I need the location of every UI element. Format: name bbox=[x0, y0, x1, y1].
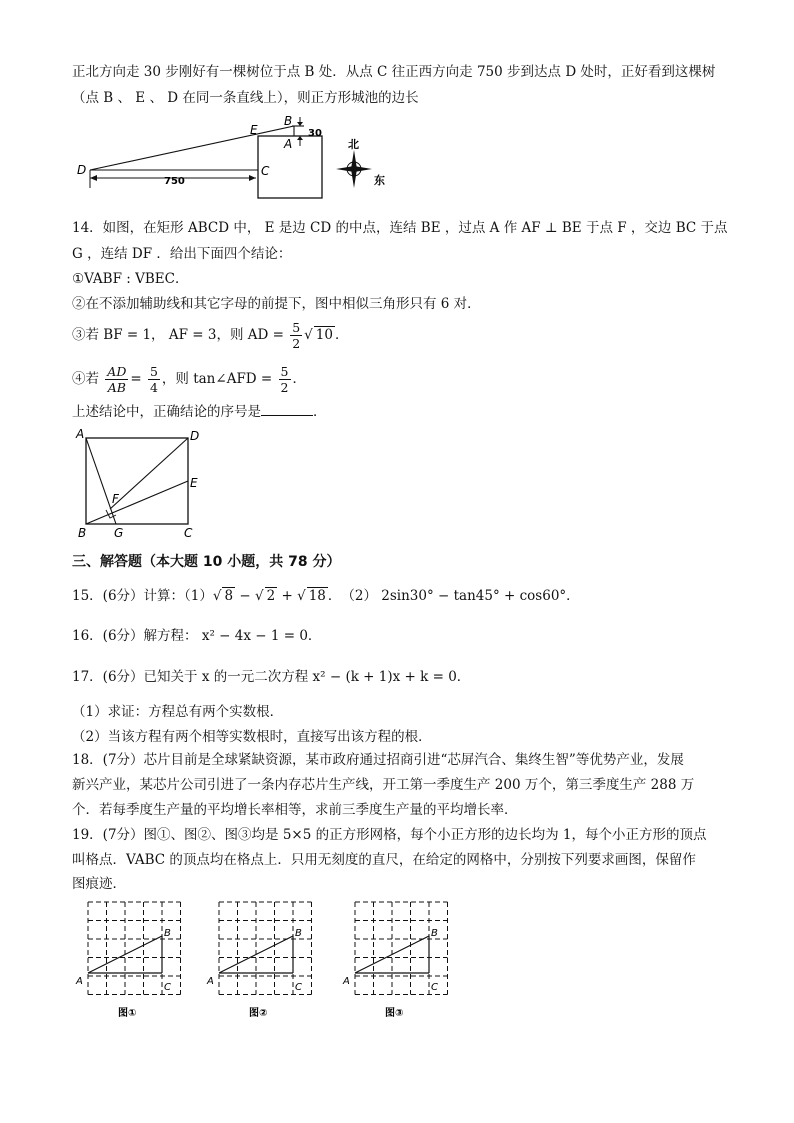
segment-AG bbox=[86, 438, 116, 524]
label-E: E bbox=[190, 476, 198, 490]
p13-line2: （点 B 、 E 、 D 在同一条直线上），则正方形城池的边长 bbox=[72, 90, 419, 106]
p14-question: 上述结论中，正确结论的序号是 ． bbox=[72, 401, 327, 422]
p14-conclusion-4: ④若 $\frac{AD}{AB}$ = $\frac{5}{4}$ ，则 tan∠AFD = $\frac{5}{2}$ ． bbox=[72, 364, 306, 395]
p18-line3: 个．若每季度生产量的平均增长率相等，求前三季度生产量的平均增长率． bbox=[72, 802, 518, 818]
label-north: 北 bbox=[348, 138, 359, 151]
p13-figure bbox=[70, 112, 430, 208]
p18-line1: 18．(7分）芯片目前是全球紧缺资源，某市政府通过招商引进“芯屏汽合、集终生智”等优势产业，发展 bbox=[72, 752, 684, 768]
c4-fraction-5-4: $\frac{5}{4}$ bbox=[149, 364, 158, 395]
caption: 图① bbox=[118, 1008, 137, 1019]
label-C: C bbox=[261, 164, 270, 178]
grid-figure-2 bbox=[207, 900, 317, 1024]
grid-lines bbox=[355, 902, 448, 995]
label-D: D bbox=[190, 429, 200, 443]
p14-figure bbox=[74, 426, 214, 542]
label-G: G bbox=[114, 526, 124, 540]
label-A: A bbox=[343, 976, 350, 987]
p19-line3: 图痕迹． bbox=[72, 876, 126, 892]
label-A: A bbox=[207, 976, 214, 987]
grid-figure-3 bbox=[343, 900, 453, 1024]
p18-line2: 新兴产业，某芯片公司引进了一条内存芯片生产线，开工第一季度生产 200 万个，第三季度生产 288 万 bbox=[72, 777, 695, 793]
segment-DF bbox=[110, 438, 188, 509]
label-C: C bbox=[431, 982, 438, 993]
p17-q1: （1）求证：方程总有两个实数根． bbox=[72, 704, 284, 720]
label-B: B bbox=[78, 526, 87, 540]
label-A: A bbox=[76, 976, 83, 987]
label-750: 750 bbox=[164, 176, 185, 187]
p14-conclusion-2: ②在不添加辅助线和其它字母的前提下，图中相似三角形只有 6 对． bbox=[72, 296, 481, 312]
label-C: C bbox=[164, 982, 171, 993]
p17-q2: （2）当该方程有两个相等实数根时，直接写出该方程的根． bbox=[72, 729, 432, 745]
compass-icon bbox=[336, 150, 372, 188]
label-F: F bbox=[112, 492, 119, 506]
caption: 图③ bbox=[385, 1008, 404, 1019]
label-B: B bbox=[164, 928, 171, 939]
c3-fraction: $\frac{5}{2}$ bbox=[292, 320, 301, 351]
label-A: A bbox=[76, 427, 85, 441]
c3-radicand: 10 bbox=[315, 327, 333, 343]
label-B: B bbox=[284, 114, 293, 128]
p14-conclusion-3: ③若 BF = 1， AF = 3，则 AD = $\frac{5}{2}$ √ 10 ． bbox=[72, 320, 349, 351]
c4-fraction-ad-ab: $\frac{AD}{AB}$ bbox=[107, 364, 127, 395]
answer-blank[interactable] bbox=[261, 401, 313, 416]
label-A: A bbox=[284, 137, 293, 151]
p14-line2: G ，连结 DF ．给出下面四个结论： bbox=[72, 246, 292, 262]
label-E: E bbox=[250, 123, 258, 137]
label-east: 东 bbox=[374, 174, 385, 187]
label-D: D bbox=[77, 163, 87, 177]
caption: 图② bbox=[249, 1008, 268, 1019]
p14-conclusion-1: ①VABF : VBEC． bbox=[72, 271, 189, 287]
p13-line1: 正北方向走 30 步刚好有一棵树位于点 B 处．从点 C 往正西方向走 750 步到达点 D 处时，正好看到这棵树 bbox=[72, 64, 716, 80]
label-C: C bbox=[295, 982, 302, 993]
label-30: 30 bbox=[308, 128, 322, 139]
grid-lines bbox=[219, 902, 312, 995]
label-C: C bbox=[184, 526, 193, 540]
c3-text: ③若 BF = 1， AF = 3，则 AD = bbox=[72, 327, 284, 343]
p19-line1: 19．(7分）图①、图②、图③均是 5×5 的正方形网格，每个小正方形的边长均为 1，每个小正方形的顶点 bbox=[72, 827, 707, 843]
p14-line1: 14．如图，在矩形 ABCD 中， E 是边 CD 的中点，连结 BE ，过点 A 作 AF ⊥ BE 于点 F ，交边 BC 于点 bbox=[72, 220, 728, 236]
section-3-heading: 三、解答题（本大题 10 小题，共 78 分） bbox=[72, 554, 341, 570]
grid-lines bbox=[88, 902, 181, 995]
p15: 15．(6分）计算：（1）√ 8 − √ 2 + √ 18 ． （2） 2sin30° − tan45° + cos60°． bbox=[72, 588, 580, 604]
grid-figure-1 bbox=[76, 900, 186, 1024]
label-B: B bbox=[431, 928, 438, 939]
p17-line1: 17．(6分）已知关于 x 的一元二次方程 x² − (k + 1)x + k = 0． bbox=[72, 669, 471, 685]
segment-BE bbox=[86, 481, 188, 524]
label-B: B bbox=[295, 928, 302, 939]
p16: 16．(6分）解方程： x² − 4x − 1 = 0． bbox=[72, 628, 322, 644]
c4-fraction-5-2: $\frac{5}{2}$ bbox=[280, 364, 289, 395]
p19-line2: 叫格点．VABC 的顶点均在格点上．只用无刻度的直尺，在给定的网格中，分别按下列要求画图，保留作 bbox=[72, 852, 696, 868]
